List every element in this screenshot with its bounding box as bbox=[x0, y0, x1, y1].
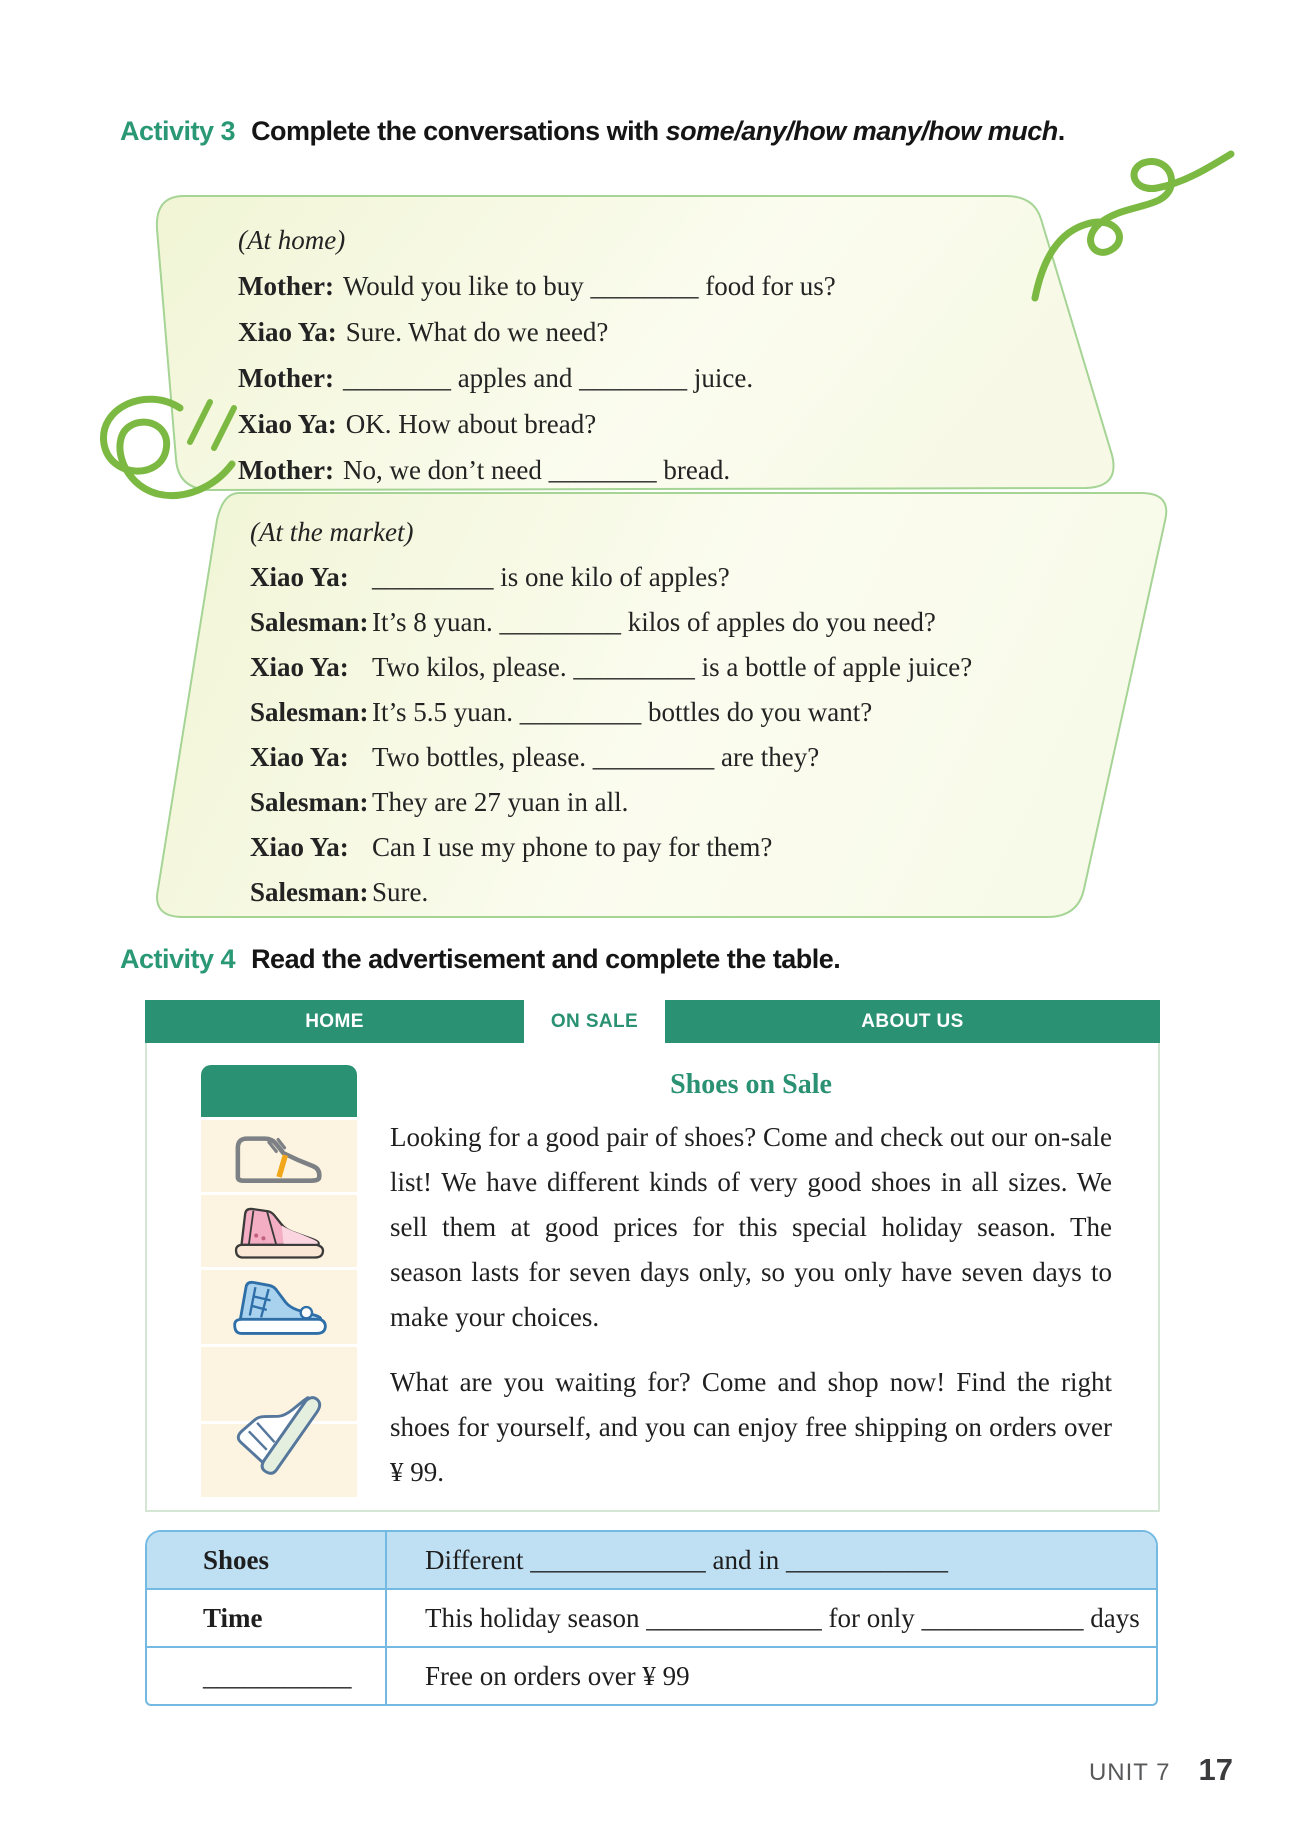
dialogue-line bbox=[250, 690, 1185, 735]
ad-tab-bar bbox=[145, 1000, 1160, 1043]
dialogue-text: No, we don’t need ________ bread. bbox=[342, 455, 731, 485]
dialogue-text: OK. How about bread? bbox=[345, 409, 597, 439]
tab-about-us[interactable]: ABOUT US bbox=[665, 1000, 1160, 1043]
sidebar-header-block bbox=[201, 1065, 357, 1117]
pink-high-top-sneaker-icon bbox=[224, 1199, 334, 1263]
tab-on-sale[interactable]: ON SALE bbox=[524, 1000, 665, 1043]
row-header: Shoes bbox=[147, 1532, 387, 1588]
dialogue-line bbox=[250, 600, 1185, 645]
ad-paragraph-1: Looking for a good pair of shoes? Come and check out our on-sale list! We have different kinds of very good shoes in all sizes. We sell them at good prices for this special holiday season. The season lasts for seven days only, so you only have seven days to make your choices. bbox=[390, 1122, 1112, 1332]
dialogue-text: It’s 5.5 yuan. _________ bottles do you want? bbox=[372, 697, 873, 727]
speaker-label: Xiao Ya: bbox=[238, 317, 337, 347]
row-content: This holiday season _____________ for only ____________ days bbox=[425, 1603, 1140, 1633]
dialogue-text: Can I use my phone to pay for them? bbox=[372, 832, 773, 862]
activity3-heading bbox=[120, 116, 1065, 147]
speaker-label: Mother: bbox=[238, 271, 334, 301]
tab-home[interactable]: HOME bbox=[145, 1000, 524, 1043]
sidebar-item bbox=[201, 1344, 357, 1497]
sidebar-item bbox=[201, 1192, 357, 1267]
activity4-title: Read the advertisement and complete the table. bbox=[251, 944, 841, 974]
dialogue-text: Sure. What do we need? bbox=[345, 317, 609, 347]
unit-label: UNIT 7 bbox=[1088, 1759, 1171, 1786]
row-header: Time bbox=[147, 1590, 387, 1646]
dialogue-text: Would you like to buy ________ food for us? bbox=[342, 271, 836, 301]
dialogue-line bbox=[238, 309, 1130, 355]
row-content: Different _____________ and in ____________ bbox=[425, 1545, 948, 1575]
table-row-blank bbox=[147, 1646, 1156, 1704]
activity4-heading bbox=[120, 944, 840, 975]
activity4-label: Activity 4 bbox=[120, 944, 236, 974]
speaker-label: Salesman: bbox=[250, 787, 369, 817]
green-swirl-doodle bbox=[1025, 148, 1260, 313]
dialogue-line bbox=[238, 401, 1130, 447]
scene-label: (At the market) bbox=[250, 517, 414, 547]
dialogue-text: Two kilos, please. _________ is a bottle of apple juice? bbox=[372, 652, 973, 682]
dialogue-line bbox=[250, 555, 1185, 600]
green-loop-doodle bbox=[62, 392, 257, 537]
ad-headline: Shoes on Sale bbox=[670, 1069, 832, 1100]
dialogue-line bbox=[238, 355, 1130, 401]
activity3-title-plain: Complete the conversations with bbox=[251, 116, 659, 146]
dialogue-text: It’s 8 yuan. _________ kilos of apples do you need? bbox=[372, 607, 936, 637]
sidebar-item bbox=[201, 1117, 357, 1192]
gray-sneaker-icon bbox=[224, 1124, 334, 1188]
page-footer bbox=[1089, 1752, 1233, 1788]
shoe-advertisement bbox=[145, 1000, 1160, 1512]
speaker-label: Mother: bbox=[238, 455, 334, 485]
ad-paragraph-2: What are you waiting for? Come and shop now! Find the right shoes for yourself, and you can enjoy free shipping on orders over ¥ 99. bbox=[390, 1367, 1112, 1487]
dialogue-line bbox=[250, 735, 1185, 780]
activity3-label: Activity 3 bbox=[120, 116, 236, 146]
speaker-label: Salesman: bbox=[250, 697, 369, 727]
dialogue-line bbox=[238, 447, 1130, 493]
blue-sneaker-icon bbox=[224, 1274, 334, 1340]
table-row-shoes bbox=[147, 1532, 1156, 1588]
dialogue-text: They are 27 yuan in all. bbox=[372, 787, 629, 817]
speaker-label: Salesman: bbox=[250, 877, 369, 907]
dialogue-text: ________ apples and ________ juice. bbox=[342, 363, 754, 393]
speaker-label: Mother: bbox=[238, 363, 334, 393]
speaker-label: Xiao Ya: bbox=[250, 832, 349, 862]
row-content: Free on orders over ¥ 99 bbox=[425, 1661, 690, 1691]
activity3-title-period: . bbox=[1057, 116, 1065, 146]
dialogue-box-home bbox=[150, 193, 1130, 493]
completion-table bbox=[145, 1530, 1158, 1706]
dialogue-line bbox=[250, 870, 1185, 915]
shoe-sidebar bbox=[201, 1065, 357, 1497]
dialogue-text: Two bottles, please. _________ are they? bbox=[372, 742, 820, 772]
sidebar-item bbox=[201, 1267, 357, 1344]
dialogue-line bbox=[250, 825, 1185, 870]
dialogue-line bbox=[250, 645, 1185, 690]
activity3-title-italic: some/any/how many/how much bbox=[665, 116, 1058, 146]
speaker-label: Xiao Ya: bbox=[238, 409, 337, 439]
dialogue-text: _________ is one kilo of apples? bbox=[372, 562, 730, 592]
white-canvas-shoe-icon bbox=[219, 1349, 339, 1495]
dialogue-box-market bbox=[140, 490, 1185, 915]
dialogue-line bbox=[250, 780, 1185, 825]
dialogue-text: Sure. bbox=[372, 877, 429, 907]
dialogue-line bbox=[238, 263, 1130, 309]
table-row-time bbox=[147, 1588, 1156, 1646]
row-header: ___________ bbox=[147, 1648, 387, 1704]
speaker-label: Xiao Ya: bbox=[250, 742, 349, 772]
scene-label: (At home) bbox=[238, 225, 346, 255]
speaker-label: Xiao Ya: bbox=[250, 652, 349, 682]
page-number: 17 bbox=[1198, 1752, 1233, 1787]
speaker-label: Xiao Ya: bbox=[250, 562, 349, 592]
ad-content bbox=[390, 1043, 1112, 1495]
ad-body bbox=[145, 1043, 1160, 1512]
speaker-label: Salesman: bbox=[250, 607, 369, 637]
activity3-title bbox=[251, 116, 1065, 147]
